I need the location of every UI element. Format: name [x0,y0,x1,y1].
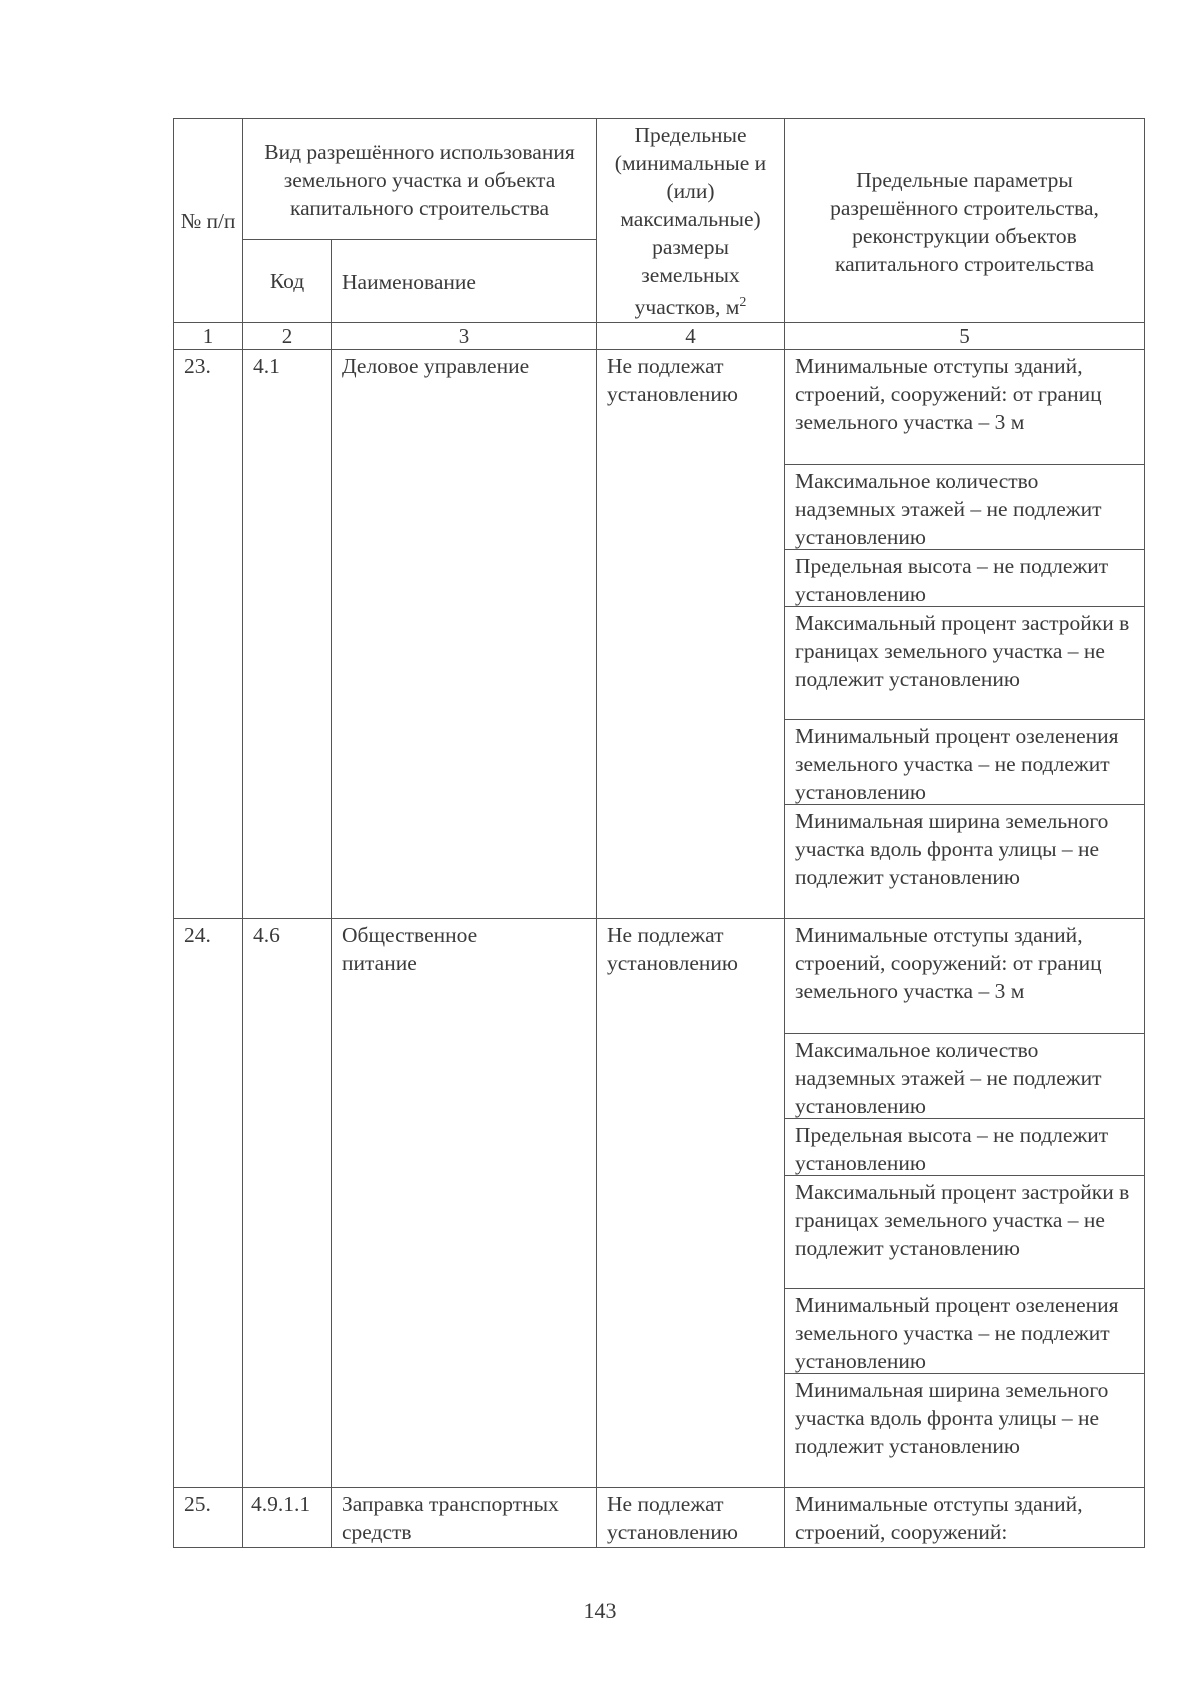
row-number [174,919,243,1488]
header-row-1 [174,119,1145,240]
header-sizes-text: Предельные (минимальные и (или) максимальные) размеры земельных участков, м [614,123,767,320]
row-params [785,350,1145,919]
header-sizes-sup: 2 [739,295,747,311]
row-name [332,350,597,919]
header-code: Код [243,240,332,323]
row-code [243,350,332,919]
row-name [332,919,597,1488]
column-number: 4 [597,323,785,350]
row-sizes-text: Не подлежат установлению [607,354,738,406]
row-sizes-text: Не подлежат установлению [607,1492,738,1544]
row-number-text: 23. [184,354,211,378]
column-number: 5 [785,323,1145,350]
page-number: 143 [583,1598,617,1623]
param-cell: Максимальное количество надземных этажей – не подлежит установлению [785,465,1144,550]
row-number [174,350,243,919]
row-sizes [597,1488,785,1548]
param-cell: Минимальная ширина земельного участка вдоль фронта улицы – не подлежит установлению [795,1378,1109,1458]
param-cell: Минимальная ширина земельного участка вдоль фронта улицы – не подлежит установлению [795,809,1109,889]
header-use-type: Вид разрешённого использования земельного участка и объекта капитального строительства [243,119,597,240]
header-no: № п/п [174,119,243,323]
row-number-text: 24. [184,923,211,947]
column-number-row [174,323,1145,350]
row-params [785,1488,1145,1548]
row-number [174,1488,243,1548]
param-cell: Минимальные отступы зданий, строений, сооружений: [795,1492,1083,1544]
param-cell: Максимальное количество надземных этажей – не подлежит установлению [785,1034,1144,1119]
row-number-text: 25. [184,1492,211,1516]
row-params [785,919,1145,1488]
row-name-text: Заправка транспортных средств [342,1492,559,1544]
header-sizes [597,119,785,323]
row-name [332,1488,597,1548]
table-row [174,1488,1145,1548]
row-code [243,1488,332,1548]
row-code [243,919,332,1488]
param-cell: Максимальный процент застройки в границах земельного участка – не подлежит установлению [785,1176,1144,1289]
param-cell: Предельная высота – не подлежит установлению [785,550,1144,607]
row-code-text: 4.6 [253,923,280,947]
param-cell: Минимальный процент озеленения земельного участка – не подлежит установлению [785,1289,1144,1374]
header-name: Наименование [332,240,597,323]
table-row [174,919,1145,1488]
zoning-table [173,118,1145,1548]
row-name-text: Общественное питание [342,923,478,975]
row-sizes [597,919,785,1488]
row-sizes [597,350,785,919]
column-number: 1 [174,323,243,350]
table-row [174,350,1145,919]
row-code-text: 4.1 [253,354,280,378]
param-cell: Минимальные отступы зданий, строений, сооружений: от границ земельного участка – 3 м [785,350,1144,465]
param-cell: Максимальный процент застройки в границах земельного участка – не подлежит установлению [785,607,1144,720]
param-cell: Минимальный процент озеленения земельного участка – не подлежит установлению [785,720,1144,805]
column-number: 3 [332,323,597,350]
param-cell: Предельная высота – не подлежит установлению [785,1119,1144,1176]
row-name-text: Деловое управление [342,354,530,378]
row-code-text: 4.9.1.1 [251,1492,311,1516]
row-sizes-text: Не подлежат установлению [607,923,738,975]
column-number: 2 [243,323,332,350]
header-params: Предельные параметры разрешённого строительства, реконструкции объектов капитального строительства [785,119,1145,323]
param-cell: Минимальные отступы зданий, строений, сооружений: от границ земельного участка – 3 м [785,919,1144,1034]
